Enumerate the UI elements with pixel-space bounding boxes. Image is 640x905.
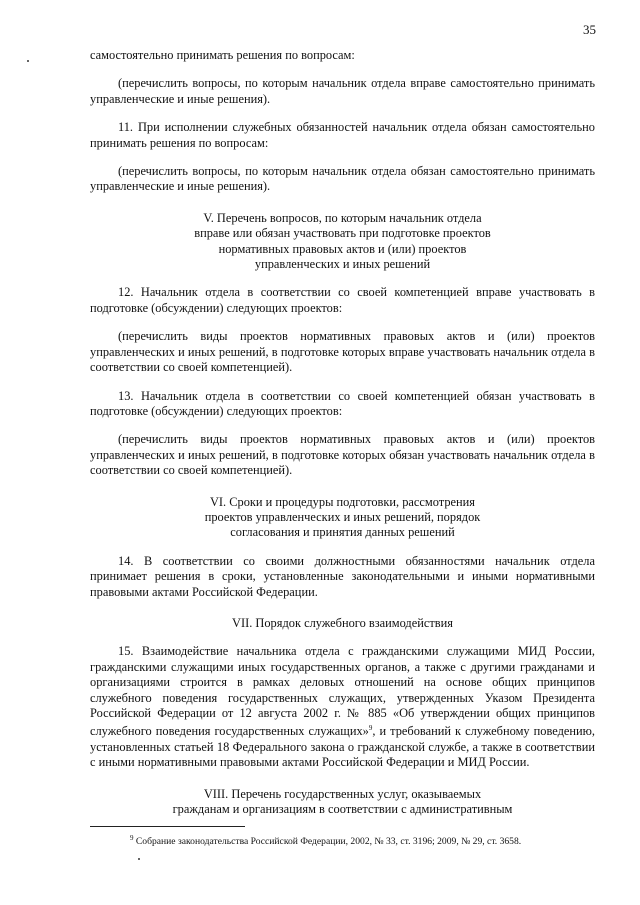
paragraph: 12. Начальник отдела в соответствии со своей компетенцией вправе участвовать в подготовке (обсуждении) следующих проектов: (90, 285, 595, 315)
page-number: 35 (583, 22, 596, 37)
paragraph: (перечислить вопросы, по которым начальник отдела обязан самостоятельно принимать управленческие и иные решения). (90, 164, 595, 194)
scan-speck (27, 60, 29, 62)
scan-speck (138, 858, 140, 860)
footnote-mark: 9 (130, 834, 134, 842)
document-body (90, 48, 595, 822)
section-heading-vii: VII. Порядок служебного взаимодействия (232, 615, 453, 630)
section-heading-viii: VIII. Перечень государственных услуг, оказываемых гражданам и организациям в соответствии с административным (172, 786, 513, 817)
section-heading-vi: VI. Сроки и процедуры подготовки, рассмотрения проектов управленческих и иных решений, порядок согласования и принятия данных решений (204, 494, 481, 540)
section-heading-v: V. Перечень вопросов, по которым начальник отдела вправе или обязан участвовать при подготовке проектов нормативных правовых актов и (или) проектов управленческих и иных решений (194, 210, 491, 272)
footnote: $^9$ Собрание законодательства Российской Федерации, 2002, № 33, ст. 3196; 2009, № 29, ст. 3658. (130, 834, 522, 848)
paragraph: 11. При исполнении служебных обязанностей начальник отдела обязан самостоятельно принимать решения по вопросам: (90, 120, 595, 150)
paragraph: (перечислить вопросы, по которым начальник отдела вправе самостоятельно принимать управленческие и иные решения). (90, 76, 595, 106)
footnote-separator (90, 826, 245, 827)
paragraph: 13. Начальник отдела в соответствии со своей компетенцией обязан участвовать в подготовке (обсуждении) следующих проектов: (90, 388, 595, 418)
paragraph: (перечислить виды проектов нормативных правовых актов и (или) проектов управленческих и иных решений, в подготовке которых обязан участвовать начальник отдела в соответствии со своей компетенцией). (90, 432, 595, 478)
paragraph: самостоятельно принимать решения по вопросам: (90, 48, 355, 62)
paragraph: 14. В соответствии со своими должностными обязанностями начальник отдела принимает решения в сроки, установленные законодательными и иными нормативными правовыми актами Российской Федерации. (90, 553, 595, 599)
paragraph: 15. Взаимодействие начальника отдела с гражданскими служащими МИД России, гражданскими служащими иных государственных органов, а также с другими гражданами и организациями строится в рамках деловых отношений на основе общих принципов служебного поведения государственных служащих, утвержденных Указом Президента Российской Федерации от 12 августа 2002 г. № 885 «Об утверждении общих принципов служебного поведения государственных служащих»$^9$, и требований к служебному поведению, установленных статьей 18 Федерального закона о гражданской службе, а также в соответствии с иными нормативными правовыми актами Российской Федерации и МИД России. (90, 644, 596, 770)
footnote-reference[interactable]: 9 (368, 724, 373, 733)
paragraph: (перечислить виды проектов нормативных правовых актов и (или) проектов управленческих и иных решений, в подготовке которых вправе участвовать начальник отдела в соответствии со своей компетенцией). (90, 329, 595, 375)
